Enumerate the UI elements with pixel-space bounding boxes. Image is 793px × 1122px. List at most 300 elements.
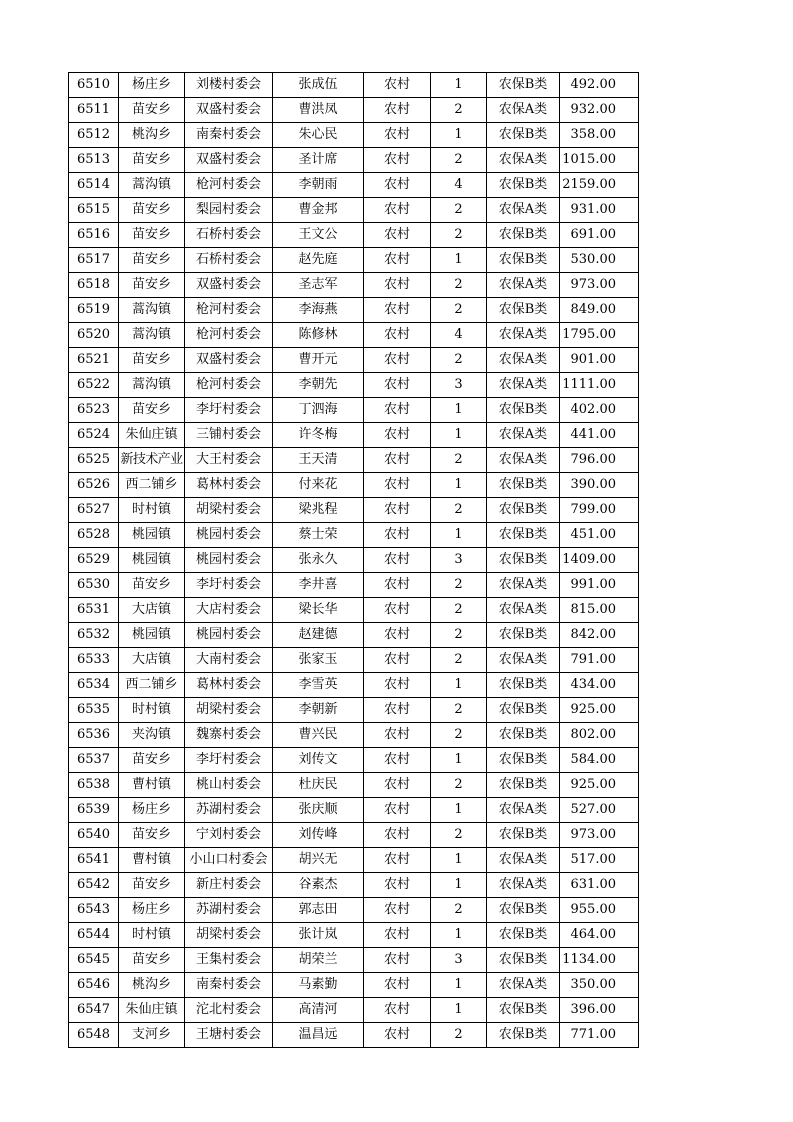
table-row — [69, 1023, 639, 1048]
insurance-class-cell: 农保B类 — [487, 773, 560, 798]
amount-cell: 802.00 — [560, 723, 639, 748]
township-cell: 苗安乡 — [119, 98, 185, 123]
record-id-cell: 6543 — [69, 898, 119, 923]
person-name-cell: 曹金邦 — [273, 198, 364, 223]
township-cell: 大店镇 — [119, 648, 185, 673]
household-count-cell: 2 — [431, 723, 487, 748]
amount-cell: 925.00 — [560, 698, 639, 723]
person-name-cell: 赵建德 — [273, 623, 364, 648]
township-cell: 杨庄乡 — [119, 798, 185, 823]
township-cell: 苗安乡 — [119, 873, 185, 898]
residence-type-cell: 农村 — [364, 248, 431, 273]
household-count-cell: 1 — [431, 523, 487, 548]
residence-type-cell: 农村 — [364, 698, 431, 723]
township-cell: 西二铺乡 — [119, 473, 185, 498]
record-id-cell: 6535 — [69, 698, 119, 723]
household-count-cell: 2 — [431, 898, 487, 923]
amount-cell: 973.00 — [560, 273, 639, 298]
township-cell: 苗安乡 — [119, 748, 185, 773]
table-row — [69, 798, 639, 823]
township-cell: 蒿沟镇 — [119, 323, 185, 348]
table-row — [69, 673, 639, 698]
amount-cell: 932.00 — [560, 98, 639, 123]
amount-cell: 771.00 — [560, 1023, 639, 1048]
person-name-cell: 刘传峰 — [273, 823, 364, 848]
township-cell: 苗安乡 — [119, 398, 185, 423]
household-count-cell: 1 — [431, 973, 487, 998]
village-committee-cell: 葛林村委会 — [185, 673, 273, 698]
record-id-cell: 6510 — [69, 73, 119, 98]
record-id-cell: 6523 — [69, 398, 119, 423]
person-name-cell: 谷素杰 — [273, 873, 364, 898]
amount-cell: 1795.00 — [560, 323, 639, 348]
table-row — [69, 823, 639, 848]
table-row — [69, 298, 639, 323]
person-name-cell: 梁兆程 — [273, 498, 364, 523]
amount-cell: 530.00 — [560, 248, 639, 273]
household-count-cell: 1 — [431, 423, 487, 448]
village-committee-cell: 新庄村委会 — [185, 873, 273, 898]
amount-cell: 441.00 — [560, 423, 639, 448]
village-committee-cell: 胡梁村委会 — [185, 698, 273, 723]
residence-type-cell: 农村 — [364, 448, 431, 473]
record-id-cell: 6516 — [69, 223, 119, 248]
village-committee-cell: 李圩村委会 — [185, 748, 273, 773]
record-id-cell: 6515 — [69, 198, 119, 223]
village-committee-cell: 胡梁村委会 — [185, 498, 273, 523]
residence-type-cell: 农村 — [364, 998, 431, 1023]
household-count-cell: 1 — [431, 673, 487, 698]
record-id-cell: 6530 — [69, 573, 119, 598]
residence-type-cell: 农村 — [364, 598, 431, 623]
township-cell: 桃沟乡 — [119, 123, 185, 148]
village-committee-cell: 大王村委会 — [185, 448, 273, 473]
insurance-class-cell: 农保A类 — [487, 198, 560, 223]
record-id-cell: 6512 — [69, 123, 119, 148]
township-cell: 朱仙庄镇 — [119, 423, 185, 448]
township-cell: 苗安乡 — [119, 948, 185, 973]
household-count-cell: 2 — [431, 298, 487, 323]
amount-cell: 1409.00 — [560, 548, 639, 573]
amount-cell: 492.00 — [560, 73, 639, 98]
amount-cell: 358.00 — [560, 123, 639, 148]
amount-cell: 434.00 — [560, 673, 639, 698]
record-id-cell: 6548 — [69, 1023, 119, 1048]
household-count-cell: 2 — [431, 273, 487, 298]
residence-type-cell: 农村 — [364, 623, 431, 648]
village-committee-cell: 胡梁村委会 — [185, 923, 273, 948]
person-name-cell: 郭志田 — [273, 898, 364, 923]
village-committee-cell: 葛林村委会 — [185, 473, 273, 498]
village-committee-cell: 枪河村委会 — [185, 298, 273, 323]
table-row — [69, 848, 639, 873]
table-row — [69, 573, 639, 598]
amount-cell: 390.00 — [560, 473, 639, 498]
household-count-cell: 4 — [431, 323, 487, 348]
residence-type-cell: 农村 — [364, 848, 431, 873]
township-cell: 苗安乡 — [119, 248, 185, 273]
record-id-cell: 6518 — [69, 273, 119, 298]
person-name-cell: 温昌远 — [273, 1023, 364, 1048]
residence-type-cell: 农村 — [364, 398, 431, 423]
residence-type-cell: 农村 — [364, 98, 431, 123]
insurance-class-cell: 农保B类 — [487, 898, 560, 923]
village-committee-cell: 石桥村委会 — [185, 248, 273, 273]
township-cell: 桃园镇 — [119, 548, 185, 573]
household-count-cell: 2 — [431, 698, 487, 723]
record-id-cell: 6528 — [69, 523, 119, 548]
record-id-cell: 6539 — [69, 798, 119, 823]
table-row — [69, 773, 639, 798]
person-name-cell: 马素勤 — [273, 973, 364, 998]
township-cell: 苗安乡 — [119, 148, 185, 173]
record-id-cell: 6525 — [69, 448, 119, 473]
insurance-class-cell: 农保B类 — [487, 698, 560, 723]
table-row — [69, 973, 639, 998]
insurance-class-cell: 农保A类 — [487, 148, 560, 173]
village-committee-cell: 李圩村委会 — [185, 398, 273, 423]
residence-type-cell: 农村 — [364, 423, 431, 448]
record-id-cell: 6531 — [69, 598, 119, 623]
table-row — [69, 448, 639, 473]
table-row — [69, 423, 639, 448]
table-row — [69, 248, 639, 273]
insurance-class-cell: 农保A类 — [487, 848, 560, 873]
amount-cell: 1015.00 — [560, 148, 639, 173]
village-committee-cell: 枪河村委会 — [185, 173, 273, 198]
insurance-class-cell: 农保A类 — [487, 798, 560, 823]
township-cell: 苗安乡 — [119, 573, 185, 598]
table-row — [69, 148, 639, 173]
record-id-cell: 6537 — [69, 748, 119, 773]
person-name-cell: 丁泗海 — [273, 398, 364, 423]
insurance-class-cell: 农保A类 — [487, 323, 560, 348]
household-count-cell: 2 — [431, 98, 487, 123]
village-committee-cell: 双盛村委会 — [185, 273, 273, 298]
person-name-cell: 王文公 — [273, 223, 364, 248]
insurance-class-cell: 农保B类 — [487, 73, 560, 98]
record-id-cell: 6513 — [69, 148, 119, 173]
record-id-cell: 6541 — [69, 848, 119, 873]
person-name-cell: 刘传文 — [273, 748, 364, 773]
record-id-cell: 6532 — [69, 623, 119, 648]
township-cell: 时村镇 — [119, 498, 185, 523]
village-committee-cell: 宁刘村委会 — [185, 823, 273, 848]
record-id-cell: 6544 — [69, 923, 119, 948]
village-committee-cell: 南秦村委会 — [185, 123, 273, 148]
person-name-cell: 赵先庭 — [273, 248, 364, 273]
records-table — [68, 72, 639, 1048]
household-count-cell: 2 — [431, 773, 487, 798]
residence-type-cell: 农村 — [364, 273, 431, 298]
residence-type-cell: 农村 — [364, 673, 431, 698]
insurance-class-cell: 农保A类 — [487, 423, 560, 448]
insurance-class-cell: 农保B类 — [487, 623, 560, 648]
record-id-cell: 6520 — [69, 323, 119, 348]
person-name-cell: 杜庆民 — [273, 773, 364, 798]
person-name-cell: 许冬梅 — [273, 423, 364, 448]
residence-type-cell: 农村 — [364, 523, 431, 548]
village-committee-cell: 沱北村委会 — [185, 998, 273, 1023]
insurance-class-cell: 农保B类 — [487, 123, 560, 148]
table-row — [69, 123, 639, 148]
table-row — [69, 873, 639, 898]
township-cell: 杨庄乡 — [119, 73, 185, 98]
record-id-cell: 6536 — [69, 723, 119, 748]
residence-type-cell: 农村 — [364, 73, 431, 98]
insurance-class-cell: 农保A类 — [487, 448, 560, 473]
township-cell: 新技术产业 — [119, 448, 185, 473]
household-count-cell: 2 — [431, 498, 487, 523]
village-committee-cell: 大店村委会 — [185, 598, 273, 623]
household-count-cell: 2 — [431, 223, 487, 248]
household-count-cell: 2 — [431, 448, 487, 473]
village-committee-cell: 魏寨村委会 — [185, 723, 273, 748]
township-cell: 蒿沟镇 — [119, 298, 185, 323]
amount-cell: 691.00 — [560, 223, 639, 248]
record-id-cell: 6538 — [69, 773, 119, 798]
residence-type-cell: 农村 — [364, 773, 431, 798]
table-row — [69, 73, 639, 98]
table-row — [69, 598, 639, 623]
insurance-class-cell: 农保B类 — [487, 673, 560, 698]
residence-type-cell: 农村 — [364, 198, 431, 223]
village-committee-cell: 双盛村委会 — [185, 98, 273, 123]
village-committee-cell: 双盛村委会 — [185, 348, 273, 373]
table-row — [69, 948, 639, 973]
amount-cell: 350.00 — [560, 973, 639, 998]
person-name-cell: 李朝新 — [273, 698, 364, 723]
person-name-cell: 张成伍 — [273, 73, 364, 98]
residence-type-cell: 农村 — [364, 798, 431, 823]
village-committee-cell: 苏湖村委会 — [185, 898, 273, 923]
household-count-cell: 2 — [431, 198, 487, 223]
village-committee-cell: 刘楼村委会 — [185, 73, 273, 98]
amount-cell: 849.00 — [560, 298, 639, 323]
township-cell: 时村镇 — [119, 923, 185, 948]
township-cell: 杨庄乡 — [119, 898, 185, 923]
table-row — [69, 498, 639, 523]
amount-cell: 799.00 — [560, 498, 639, 523]
record-id-cell: 6542 — [69, 873, 119, 898]
amount-cell: 631.00 — [560, 873, 639, 898]
amount-cell: 1111.00 — [560, 373, 639, 398]
record-id-cell: 6522 — [69, 373, 119, 398]
township-cell: 桃园镇 — [119, 523, 185, 548]
insurance-class-cell: 农保B类 — [487, 823, 560, 848]
residence-type-cell: 农村 — [364, 1023, 431, 1048]
township-cell: 苗安乡 — [119, 223, 185, 248]
amount-cell: 796.00 — [560, 448, 639, 473]
household-count-cell: 2 — [431, 348, 487, 373]
township-cell: 曹村镇 — [119, 773, 185, 798]
household-count-cell: 1 — [431, 748, 487, 773]
household-count-cell: 1 — [431, 998, 487, 1023]
person-name-cell: 李朝先 — [273, 373, 364, 398]
township-cell: 桃园镇 — [119, 623, 185, 648]
village-committee-cell: 三铺村委会 — [185, 423, 273, 448]
residence-type-cell: 农村 — [364, 298, 431, 323]
amount-cell: 402.00 — [560, 398, 639, 423]
insurance-class-cell: 农保B类 — [487, 998, 560, 1023]
amount-cell: 584.00 — [560, 748, 639, 773]
table-row — [69, 998, 639, 1023]
person-name-cell: 曹开元 — [273, 348, 364, 373]
residence-type-cell: 农村 — [364, 473, 431, 498]
insurance-class-cell: 农保A类 — [487, 873, 560, 898]
residence-type-cell: 农村 — [364, 373, 431, 398]
person-name-cell: 圣志军 — [273, 273, 364, 298]
table-row — [69, 323, 639, 348]
record-id-cell: 6519 — [69, 298, 119, 323]
insurance-class-cell: 农保B类 — [487, 723, 560, 748]
township-cell: 苗安乡 — [119, 273, 185, 298]
residence-type-cell: 农村 — [364, 723, 431, 748]
village-committee-cell: 梨园村委会 — [185, 198, 273, 223]
township-cell: 大店镇 — [119, 598, 185, 623]
table-row — [69, 648, 639, 673]
table-row — [69, 273, 639, 298]
household-count-cell: 1 — [431, 73, 487, 98]
person-name-cell: 李井喜 — [273, 573, 364, 598]
record-id-cell: 6526 — [69, 473, 119, 498]
table-row — [69, 348, 639, 373]
residence-type-cell: 农村 — [364, 573, 431, 598]
insurance-class-cell: 农保B类 — [487, 248, 560, 273]
person-name-cell: 张计岚 — [273, 923, 364, 948]
township-cell: 蒿沟镇 — [119, 173, 185, 198]
insurance-class-cell: 农保A类 — [487, 373, 560, 398]
residence-type-cell: 农村 — [364, 923, 431, 948]
township-cell: 夹沟镇 — [119, 723, 185, 748]
amount-cell: 991.00 — [560, 573, 639, 598]
person-name-cell: 付来花 — [273, 473, 364, 498]
household-count-cell: 1 — [431, 473, 487, 498]
insurance-class-cell: 农保B类 — [487, 398, 560, 423]
amount-cell: 791.00 — [560, 648, 639, 673]
insurance-class-cell: 农保B类 — [487, 298, 560, 323]
township-cell: 曹村镇 — [119, 848, 185, 873]
person-name-cell: 梁长华 — [273, 598, 364, 623]
table-row — [69, 373, 639, 398]
records-table-body — [69, 73, 639, 1048]
table-row — [69, 223, 639, 248]
township-cell: 桃沟乡 — [119, 973, 185, 998]
record-id-cell: 6540 — [69, 823, 119, 848]
table-row — [69, 748, 639, 773]
record-id-cell: 6511 — [69, 98, 119, 123]
amount-cell: 842.00 — [560, 623, 639, 648]
table-row — [69, 398, 639, 423]
village-committee-cell: 李圩村委会 — [185, 573, 273, 598]
insurance-class-cell: 农保A类 — [487, 98, 560, 123]
insurance-class-cell: 农保B类 — [487, 1023, 560, 1048]
residence-type-cell: 农村 — [364, 123, 431, 148]
record-id-cell: 6545 — [69, 948, 119, 973]
insurance-class-cell: 农保B类 — [487, 948, 560, 973]
person-name-cell: 胡荣兰 — [273, 948, 364, 973]
person-name-cell: 圣计席 — [273, 148, 364, 173]
township-cell: 时村镇 — [119, 698, 185, 723]
township-cell: 苗安乡 — [119, 823, 185, 848]
person-name-cell: 蔡士荣 — [273, 523, 364, 548]
household-count-cell: 4 — [431, 173, 487, 198]
amount-cell: 396.00 — [560, 998, 639, 1023]
table-row — [69, 723, 639, 748]
record-id-cell: 6524 — [69, 423, 119, 448]
household-count-cell: 1 — [431, 798, 487, 823]
household-count-cell: 1 — [431, 248, 487, 273]
village-committee-cell: 大南村委会 — [185, 648, 273, 673]
insurance-class-cell: 农保A类 — [487, 348, 560, 373]
table-row — [69, 98, 639, 123]
township-cell: 支河乡 — [119, 1023, 185, 1048]
insurance-class-cell: 农保B类 — [487, 748, 560, 773]
person-name-cell: 李朝雨 — [273, 173, 364, 198]
table-row — [69, 473, 639, 498]
residence-type-cell: 农村 — [364, 873, 431, 898]
amount-cell: 1134.00 — [560, 948, 639, 973]
residence-type-cell: 农村 — [364, 648, 431, 673]
insurance-class-cell: 农保B类 — [487, 173, 560, 198]
village-committee-cell: 桃山村委会 — [185, 773, 273, 798]
person-name-cell: 李海燕 — [273, 298, 364, 323]
residence-type-cell: 农村 — [364, 323, 431, 348]
person-name-cell: 王天清 — [273, 448, 364, 473]
amount-cell: 973.00 — [560, 823, 639, 848]
record-id-cell: 6527 — [69, 498, 119, 523]
amount-cell: 451.00 — [560, 523, 639, 548]
insurance-class-cell: 农保B类 — [487, 523, 560, 548]
household-count-cell: 2 — [431, 598, 487, 623]
insurance-class-cell: 农保A类 — [487, 573, 560, 598]
household-count-cell: 1 — [431, 873, 487, 898]
township-cell: 蒿沟镇 — [119, 373, 185, 398]
record-id-cell: 6514 — [69, 173, 119, 198]
table-row — [69, 173, 639, 198]
table-row — [69, 698, 639, 723]
amount-cell: 931.00 — [560, 198, 639, 223]
insurance-class-cell: 农保A类 — [487, 973, 560, 998]
amount-cell: 517.00 — [560, 848, 639, 873]
village-committee-cell: 桃园村委会 — [185, 523, 273, 548]
residence-type-cell: 农村 — [364, 223, 431, 248]
household-count-cell: 1 — [431, 923, 487, 948]
person-name-cell: 胡兴无 — [273, 848, 364, 873]
residence-type-cell: 农村 — [364, 748, 431, 773]
person-name-cell: 张永久 — [273, 548, 364, 573]
township-cell: 苗安乡 — [119, 198, 185, 223]
table-row — [69, 548, 639, 573]
person-name-cell: 朱心民 — [273, 123, 364, 148]
household-count-cell: 1 — [431, 848, 487, 873]
village-committee-cell: 枪河村委会 — [185, 323, 273, 348]
table-row — [69, 923, 639, 948]
amount-cell: 815.00 — [560, 598, 639, 623]
record-id-cell: 6534 — [69, 673, 119, 698]
amount-cell: 901.00 — [560, 348, 639, 373]
residence-type-cell: 农村 — [364, 148, 431, 173]
insurance-class-cell: 农保B类 — [487, 548, 560, 573]
insurance-class-cell: 农保A类 — [487, 648, 560, 673]
record-id-cell: 6546 — [69, 973, 119, 998]
person-name-cell: 张庆顺 — [273, 798, 364, 823]
person-name-cell: 曹洪凤 — [273, 98, 364, 123]
amount-cell: 464.00 — [560, 923, 639, 948]
record-id-cell: 6547 — [69, 998, 119, 1023]
township-cell: 苗安乡 — [119, 348, 185, 373]
insurance-class-cell: 农保A类 — [487, 598, 560, 623]
